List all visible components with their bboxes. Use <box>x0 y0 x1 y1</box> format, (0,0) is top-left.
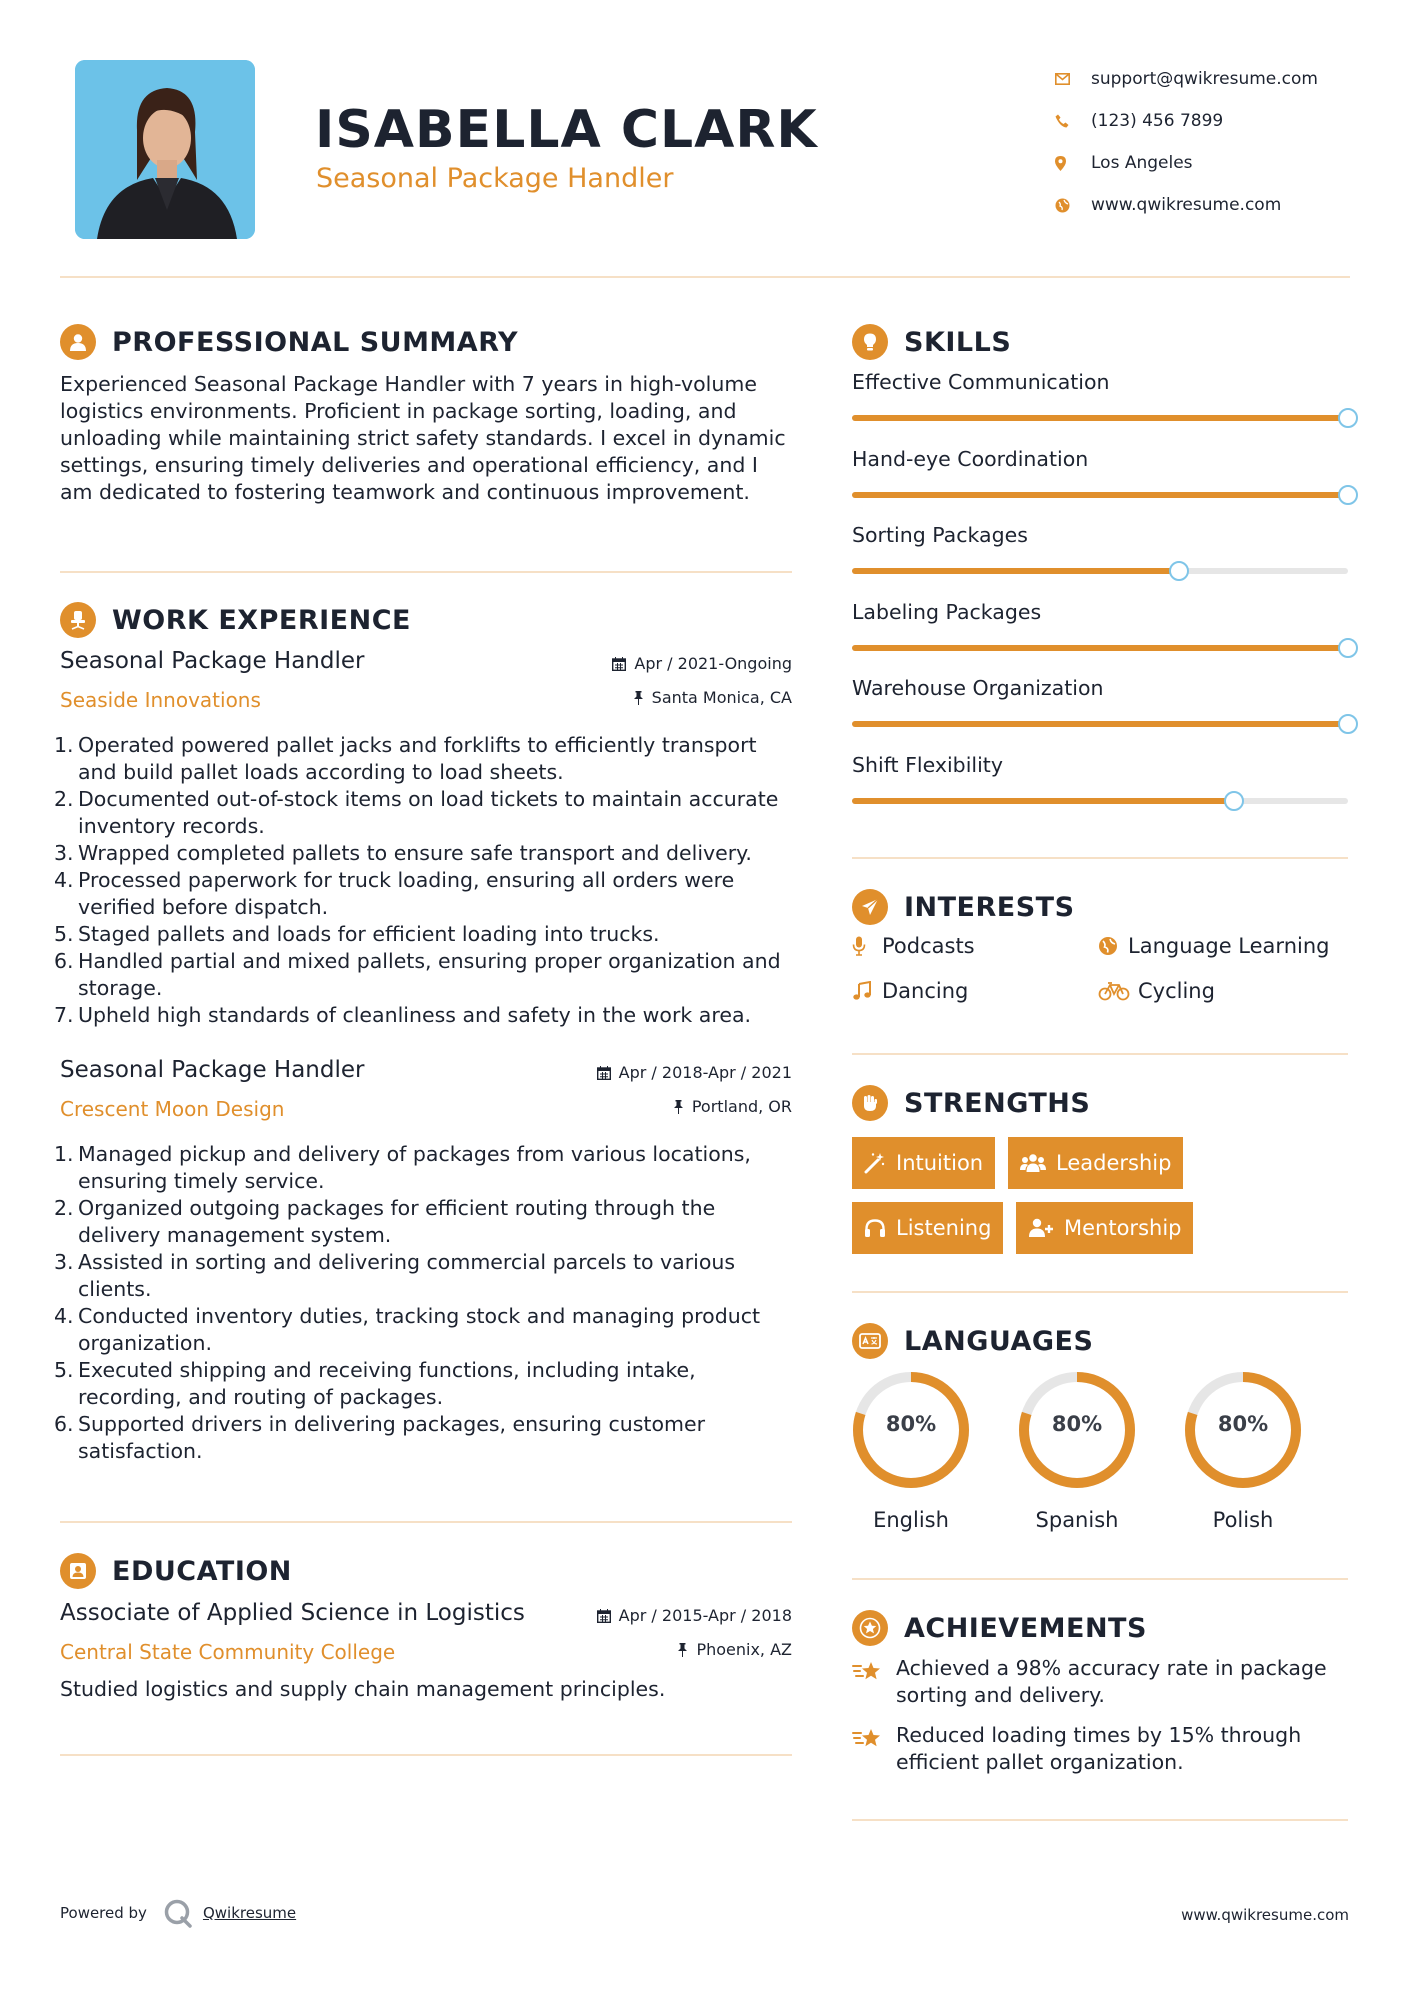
language-percent: 80% <box>885 1412 937 1436</box>
phone-icon <box>1055 114 1091 128</box>
globe-icon <box>1055 198 1091 213</box>
list-item: 3. Assisted in sorting and delivering commercial parcels to various clients. <box>54 1250 736 1301</box>
users-icon <box>1020 1153 1046 1173</box>
work-divider <box>60 1521 792 1523</box>
strength-badge <box>1016 1202 1193 1254</box>
lightbulb-icon <box>852 324 888 360</box>
interest-item <box>852 979 968 1003</box>
education-description: Studied logistics and supply chain management principles. <box>60 1677 666 1701</box>
achievements-divider <box>852 1819 1348 1821</box>
skill-fill <box>852 645 1348 651</box>
shooting-star-icon <box>852 1722 896 1776</box>
raised-fist-icon <box>852 1085 888 1121</box>
envelope-icon <box>1055 73 1091 85</box>
headphones-icon <box>864 1218 886 1238</box>
interest-item <box>1098 934 1329 958</box>
languages-divider <box>852 1578 1348 1580</box>
education-school: Central State Community College <box>60 1640 396 1664</box>
contact-list <box>1055 58 1385 226</box>
job-date-text: Apr / 2018-Apr / 2021 <box>618 1063 792 1082</box>
job-role: Seasonal Package Handler <box>60 648 365 674</box>
language-item <box>849 1368 973 1532</box>
skill-track <box>852 492 1348 498</box>
calendar-icon <box>597 1066 611 1080</box>
pushpin-icon <box>673 1100 684 1114</box>
languages-title: LANGUAGES <box>904 1325 1094 1357</box>
powered-by-label: Powered by <box>60 1904 147 1922</box>
skill-track <box>852 798 1348 804</box>
job-company: Seaside Innovations <box>60 688 261 712</box>
skill-item <box>852 600 1352 677</box>
language-name: Spanish <box>1035 1508 1119 1532</box>
interest-label: Cycling <box>1138 979 1215 1003</box>
job-date <box>612 654 792 673</box>
strengths-divider <box>852 1291 1348 1293</box>
qwikresume-logo-icon <box>163 1898 193 1928</box>
strengths-title: STRENGTHS <box>904 1087 1091 1119</box>
skill-item <box>852 370 1352 447</box>
contact-location <box>1055 142 1385 184</box>
pushpin-icon <box>633 691 644 705</box>
education-title: EDUCATION <box>112 1555 292 1587</box>
job-duties <box>54 732 792 1029</box>
bicycle-icon <box>1098 981 1138 1001</box>
skill-fill <box>852 798 1234 804</box>
graduate-icon <box>60 1553 96 1589</box>
list-item: 4. Processed paperwork for truck loading, ensuring all orders were verified before dispatch. <box>54 868 735 919</box>
list-item: 1. Operated powered pallet jacks and forklifts to efficiently transport and build pallet loads according to load sheets. <box>54 733 757 784</box>
footer-powered-by <box>60 1898 296 1928</box>
microphone-icon <box>852 936 882 956</box>
skills-divider <box>852 857 1348 859</box>
contact-phone[interactable] <box>1055 100 1385 142</box>
achievements-heading <box>852 1610 1147 1646</box>
skill-name: Effective Communication <box>852 370 1110 394</box>
work-heading <box>60 602 411 638</box>
contact-email-text: support@qwikresume.com <box>1091 69 1318 89</box>
footer-url[interactable]: www.qwikresume.com <box>1181 1906 1349 1924</box>
list-item: 6. Supported drivers in delivering packages, ensuring customer satisfaction. <box>54 1412 706 1463</box>
skill-knob <box>1224 791 1244 811</box>
strength-label: Mentorship <box>1064 1216 1182 1240</box>
user-icon <box>60 324 96 360</box>
list-item: 3. Wrapped completed pallets to ensure safe transport and delivery. <box>54 841 752 865</box>
education-divider <box>60 1754 792 1756</box>
job-entry <box>54 1057 792 1477</box>
star-badge-icon <box>852 1610 888 1646</box>
contact-website-text: www.qwikresume.com <box>1091 195 1282 215</box>
summary-divider <box>60 571 792 573</box>
job-date <box>597 1063 792 1082</box>
education-location <box>677 1640 792 1659</box>
education-date <box>597 1606 792 1625</box>
skill-item <box>852 676 1352 753</box>
skill-name: Hand-eye Coordination <box>852 446 1089 471</box>
skill-track <box>852 415 1348 421</box>
shooting-star-icon <box>852 1655 896 1709</box>
job-company: Crescent Moon Design <box>60 1097 285 1121</box>
language-name: Polish <box>1212 1508 1274 1532</box>
achievement-item <box>852 1722 1352 1776</box>
skill-item <box>852 523 1352 600</box>
education-heading <box>60 1553 292 1589</box>
music-note-icon <box>852 981 882 1001</box>
paper-plane-icon <box>852 889 888 925</box>
skill-track <box>852 721 1348 727</box>
language-item <box>1015 1368 1139 1532</box>
list-item: 6. Handled partial and mixed pallets, ensuring proper organization and storage. <box>54 949 781 1000</box>
job-location <box>633 688 792 707</box>
profile-photo <box>75 60 255 239</box>
calendar-icon <box>612 657 626 671</box>
language-card-icon <box>852 1323 888 1359</box>
skill-fill <box>852 721 1348 727</box>
skill-knob <box>1338 638 1358 658</box>
user-plus-icon <box>1028 1218 1054 1238</box>
skill-item <box>852 753 1352 830</box>
list-item: 1. Managed pickup and delivery of packages from various locations, ensuring timely service. <box>54 1142 751 1193</box>
strength-badge <box>852 1137 995 1189</box>
education-date-text: Apr / 2015-Apr / 2018 <box>618 1606 792 1625</box>
globe-icon <box>1098 936 1128 956</box>
calendar-icon <box>597 1609 611 1623</box>
list-item: 2. Documented out-of-stock items on load tickets to maintain accurate inventory records. <box>54 787 779 838</box>
job-date-text: Apr / 2021-Ongoing <box>634 654 792 673</box>
language-percent: 80% <box>1051 1412 1103 1436</box>
skill-track <box>852 645 1348 651</box>
list-item: 2. Organized outgoing packages for efficient routing through the delivery management system. <box>54 1196 716 1247</box>
language-percent: 80% <box>1217 1412 1269 1436</box>
skill-knob <box>1338 485 1358 505</box>
language-item <box>1181 1368 1305 1532</box>
interest-label: Podcasts <box>882 934 975 958</box>
strength-label: Intuition <box>896 1151 984 1175</box>
strength-label: Listening <box>896 1216 992 1240</box>
skill-fill <box>852 492 1348 498</box>
qwikresume-link[interactable]: Qwikresume <box>202 1904 297 1922</box>
job-location-text: Santa Monica, CA <box>651 688 792 707</box>
job-entry <box>54 648 792 1028</box>
skill-name: Labeling Packages <box>852 599 1042 624</box>
strengths-heading <box>852 1085 1090 1121</box>
location-pin-icon <box>1055 156 1091 171</box>
skill-fill <box>852 415 1348 421</box>
job-location <box>673 1097 792 1116</box>
list-item: 5. Staged pallets and loads for efficient loading into trucks. <box>54 922 660 946</box>
education-degree: Associate of Applied Science in Logistics <box>60 1600 525 1626</box>
skill-name: Warehouse Organization <box>852 676 1104 700</box>
office-chair-icon <box>60 602 96 638</box>
skill-knob <box>1338 714 1358 734</box>
skill-knob <box>1338 408 1358 428</box>
candidate-name: ISABELLA CLARK <box>315 100 818 160</box>
skill-knob <box>1169 561 1189 581</box>
skill-item <box>852 447 1352 524</box>
skills-title: SKILLS <box>904 326 1012 358</box>
summary-heading <box>60 324 518 360</box>
job-duties <box>54 1141 792 1465</box>
pushpin-icon <box>677 1643 688 1657</box>
skill-name: Shift Flexibility <box>852 752 1003 777</box>
job-location-text: Portland, OR <box>691 1097 792 1116</box>
achievement-item <box>852 1655 1352 1709</box>
achievement-text: Achieved a 98% accuracy rate in package sorting and delivery. <box>896 1656 1327 1707</box>
job-role: Seasonal Package Handler <box>60 1057 365 1083</box>
list-item: 5. Executed shipping and receiving functions, including intake, recording, and routing of packages. <box>54 1358 696 1409</box>
skill-fill <box>852 568 1179 574</box>
profile-photo-illustration <box>75 60 255 239</box>
interests-heading <box>852 889 1075 925</box>
education-entry <box>60 1600 792 1710</box>
achievement-text: Reduced loading times by 15% through efficient pallet organization. <box>896 1723 1302 1774</box>
candidate-title: Seasonal Package Handler <box>316 163 674 194</box>
achievements-title: ACHIEVEMENTS <box>904 1612 1147 1644</box>
contact-website[interactable] <box>1055 184 1385 226</box>
list-item: 4. Conducted inventory duties, tracking stock and managing product organization. <box>54 1304 761 1355</box>
language-name: English <box>873 1508 949 1532</box>
summary-title: PROFESSIONAL SUMMARY <box>112 326 519 358</box>
strength-badge <box>852 1202 1003 1254</box>
contact-location-text: Los Angeles <box>1091 153 1193 173</box>
list-item: 7. Upheld high standards of cleanliness and safety in the work area. <box>54 1003 752 1027</box>
interests-title: INTERESTS <box>904 891 1075 923</box>
interests-divider <box>852 1053 1348 1055</box>
strength-label: Leadership <box>1056 1151 1172 1175</box>
languages-heading <box>852 1323 1093 1359</box>
interest-item <box>1098 979 1215 1003</box>
summary-text: Experienced Seasonal Package Handler with 7 years in high-volume logistics environments. Proficient in package sorting, loading, and unloading while maintaining strict safety standards. I excel in dynamic settings, ensuring timely deliveries and operational efficiency, and I am dedicated to fostering teamwork and continuous improvement. <box>60 372 786 504</box>
education-location-text: Phoenix, AZ <box>696 1640 792 1659</box>
strength-badge <box>1008 1137 1183 1189</box>
interest-label: Dancing <box>882 979 969 1003</box>
interest-label: Language Learning <box>1128 934 1330 958</box>
contact-email[interactable] <box>1055 58 1385 100</box>
skills-list <box>852 370 1352 829</box>
skill-name: Sorting Packages <box>852 523 1028 547</box>
work-title: WORK EXPERIENCE <box>112 604 411 636</box>
interest-item <box>852 934 975 958</box>
skills-heading <box>852 324 1011 360</box>
skill-track <box>852 568 1348 574</box>
magic-wand-icon <box>864 1152 886 1174</box>
contact-phone-text: (123) 456 7899 <box>1091 111 1224 131</box>
header-divider <box>60 276 1350 278</box>
